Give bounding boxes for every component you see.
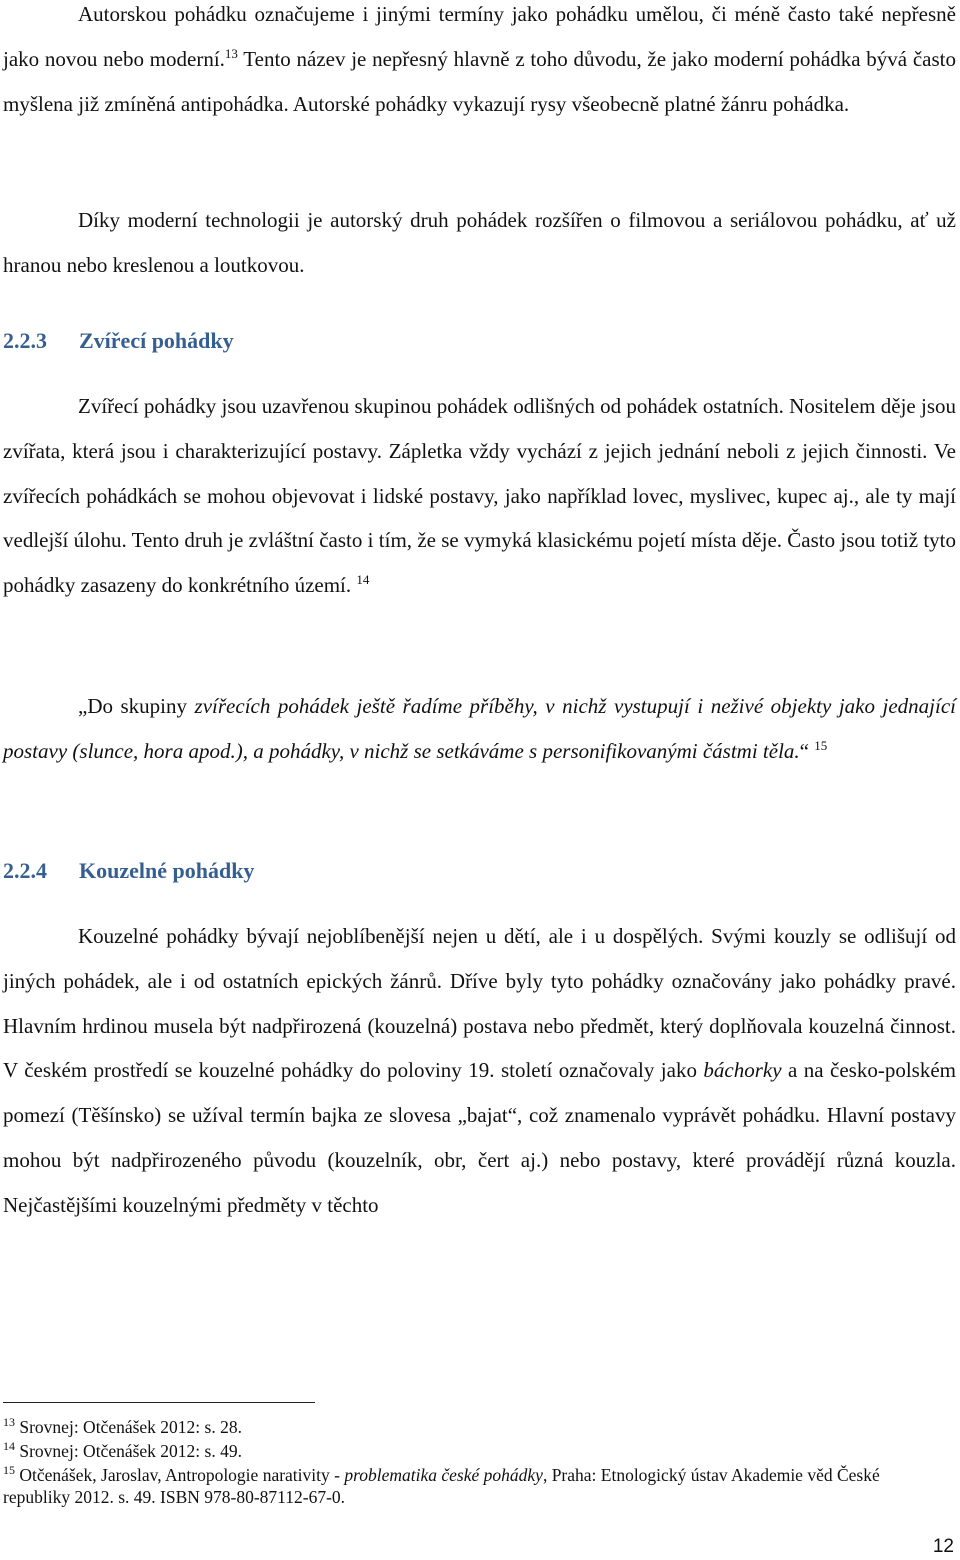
footnote-13: $^{13}$ Srovnej: Otčenášek 2012: s. 28. <box>3 1415 242 1437</box>
section-heading-zvireci-pohadky <box>3 328 234 354</box>
footnote-ref-13[interactable]: 13 <box>224 45 238 61</box>
quote-paragraph: „Do skupiny zvířecích pohádek ještě řadíme příběhy, v nichž vystupují i neživé objekty jako jednající postavy (slunce, hora apod.), a pohádky, v nichž se setkáváme s personifikovanými částmi těla.“ $^{15}$ <box>3 694 956 763</box>
paragraph-moderni-technologie: Díky moderní technologii je autorský druh pohádek rozšířen o filmovou a seriálovou pohádku, ať už hranou nebo kreslenou a loutkovou. <box>3 208 956 277</box>
footnote-ref-14[interactable]: 14 <box>356 572 370 588</box>
paragraph-kouzelne-pohadky: Kouzelné pohádky bývají nejoblíbenější nejen u dětí, ale i u dospělých. Svými kouzly se odlišují od jiných pohádek, ale i od ostatních epických žánrů. Dříve byly tyto pohádky označovány jako pohádky pravé. Hlavním hrdinou musela být nadpřirozená (kouzelná) postava nebo předmět, který doplňovala kouzelná činnost. V českém prostředí se kouzelné pohádky do poloviny 19. století označovaly jako báchorky a na česko-polském pomezí (Těšínsko) se užíval termín bajka ze slovesa „bajat“, což znamenalo vyprávět pohádku. Hlavní postavy mohou být nadpřirozeného původu (kouzelník, obr, čert aj.) nebo postavy, které provádějí různá kouzla. Nejčastějšími kouzelnými předměty v těchto <box>3 924 956 1217</box>
paragraph-autorska-pohadka: Autorskou pohádku označujeme i jinými termíny jako pohádku umělou, či méně často také nepřesně jako novou nebo moderní.$^{13}$ Tento název je nepřesný hlavně z toho důvodu, že jako moderní pohádka bývá často myšlena již zmíněná antipohádka. Autorské pohádky vykazují rysy všeobecně platné žánru pohádka. <box>3 2 956 116</box>
paragraph-zvireci-pohadky: Zvířecí pohádky jsou uzavřenou skupinou pohádek odlišných od pohádek ostatních. Nositelem děje jsou zvířata, která jsou i charakterizující postavy. Zápletka vždy vychází z jejich jednání neboli z jejich činnosti. Ve zvířecích pohádkách se mohou objevovat i lidské postavy, jako například lovec, myslivec, kupec aj., ale ty mají vedlejší úlohu. Tento druh je zvláštní často i tím, že se vymyká klasickému pojetí místa děje. Často jsou totiž tyto pohádky zasazeny do konkrétního území. $^{14}$ <box>3 394 956 598</box>
footnote-separator <box>3 1402 315 1403</box>
section-number: 2.2.3 <box>3 328 47 353</box>
footnote-15: $^{15}$ Otčenášek, Jaroslav, Antropologie narativity - problematika české pohádky, Praha: Etnologický ústav Akademie věd České republiky 2012. s. 49. ISBN 978-80-87112-67-0. <box>3 1463 880 1507</box>
section-title: Kouzelné pohádky <box>79 858 255 883</box>
page-number: 12 <box>932 1536 954 1557</box>
section-heading-kouzelne-pohadky <box>3 858 254 884</box>
section-number: 2.2.4 <box>3 858 47 883</box>
footnote-14: $^{14}$ Srovnej: Otčenášek 2012: s. 49. <box>3 1439 242 1461</box>
footnote-ref-15[interactable]: 15 <box>814 737 828 753</box>
section-title: Zvířecí pohádky <box>79 328 234 353</box>
